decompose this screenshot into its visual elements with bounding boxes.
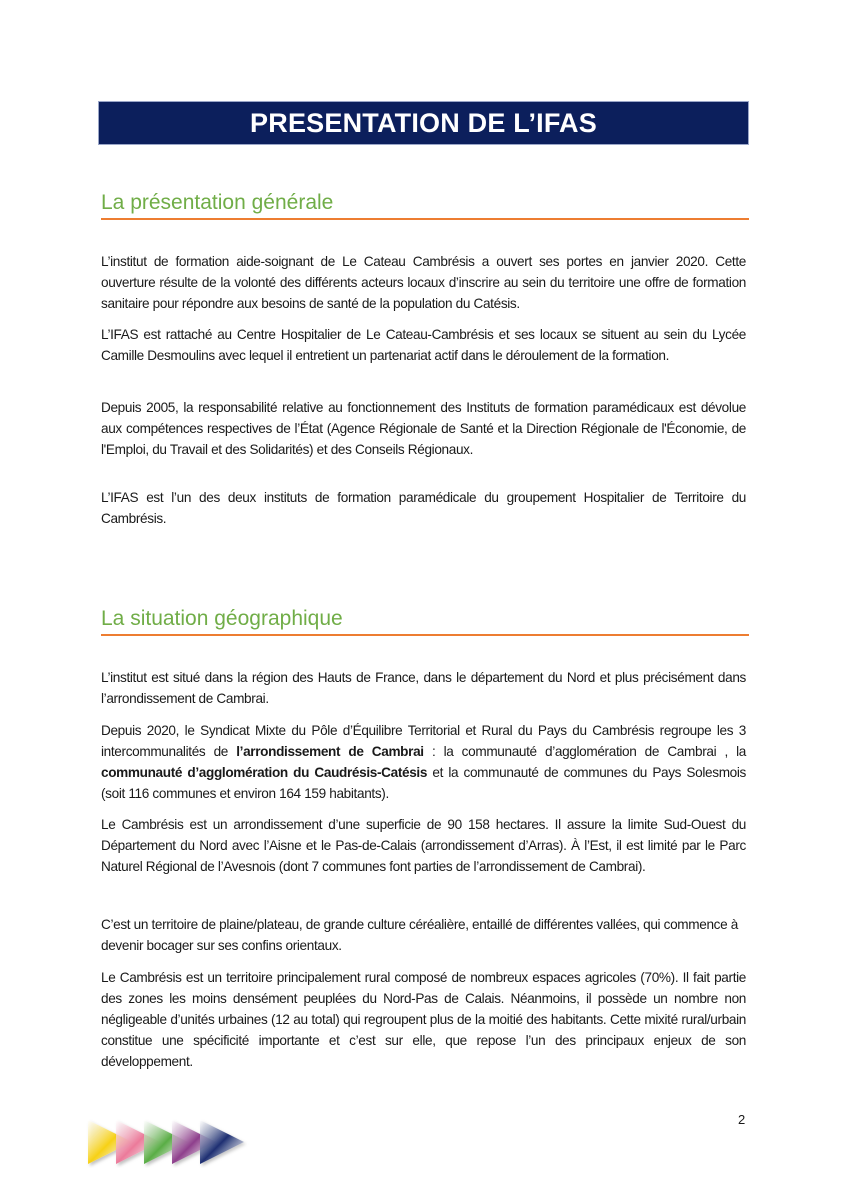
paragraph: C’est un territoire de plaine/plateau, de grande culture céréalière, entaillé de différentes vallées, qui commence à devenir bocager sur ses confins orientaux. (101, 917, 738, 953)
paragraph: L’IFAS est l’un des deux instituts de formation paramédicale du groupement Hospitalier de Territoire du Cambrésis. (101, 490, 746, 526)
bold-text-run: communauté d’agglomération du Caudrésis-Catésis (101, 765, 428, 780)
paragraph: L’IFAS est rattaché au Centre Hospitalier de Le Cateau-Cambrésis et ses locaux se situent au sein du Lycée Camille Desmoulins avec lequel il entretient un partenariat actif dans le déroulement de la formation. (101, 327, 746, 363)
text-run: Depuis 2020, le Syndicat Mixte du Pôle d’Équilibre Territorial et Rural du Pays du Cambrésis regroupe les 3 intercommunalités de (101, 723, 746, 759)
text-run: : la communauté d’agglomération de Cambrai , la (423, 744, 746, 759)
paragraph: Depuis 2005, la responsabilité relative au fonctionnement des Instituts de formation paramédicaux est dévolue aux compétences respectives de l’État (Agence Régionale de Santé et la Direction Régionale de l'Économie, de l'Emploi, du Travail et des Solidarités) et des Conseils Régionaux. (101, 400, 746, 457)
text-run: et la communauté de communes du Pays Solesmois (soit 116 communes et environ 164 159 habitants). (101, 765, 746, 801)
page-title: PRESENTATION DE L’IFAS (250, 107, 597, 138)
paragraph: L’institut est situé dans la région des Hauts de France, dans le département du Nord et plus précisément dans l’arrondissement de Cambrai. (101, 670, 746, 706)
colored-arrows-icon (85, 1118, 255, 1168)
paragraph: Le Cambrésis est un territoire principalement rural composé de nombreux espaces agricoles (70%). Il fait partie des zones les moins densément peuplées du Nord-Pas de Calais. Néanmoins, il possède un nombre non négligeable d’unités urbaines (12 au total) qui regroupent plus de la moitié des habitants. Cette mixité rural/urbain constitue une spécificité importante et c’est sur elle, que repose l’un des principaux enjeux de son développement. (101, 970, 746, 1069)
paragraph: Le Cambrésis est un arrondissement d’une superficie de 90 158 hectares. Il assure la limite Sud-Ouest du Département du Nord avec l’Aisne et le Pas-de-Calais (arrondissement d’Arras). À l’Est, il est limité par le Parc Naturel Régional de l’Avesnois (dont 7 communes font parties de l’arrondissement de Cambrai). (101, 817, 746, 874)
paragraph-rich (101, 720, 746, 804)
section-heading-geography: La situation géographique (101, 606, 749, 636)
paragraph: L’institut de formation aide-soignant de Le Cateau Cambrésis a ouvert ses portes en janvier 2020. Cette ouverture résulte de la volonté des différents acteurs locaux d’inscrire au sein du territoire une offre de formation sanitaire pour répondre aux besoins de santé de la population du Catésis. (101, 254, 746, 311)
page-number: 2 (738, 1112, 746, 1127)
title-banner (98, 101, 749, 145)
section-heading-general: La présentation générale (101, 190, 749, 220)
arrow-shape (200, 1120, 244, 1164)
bold-text-run: l’arrondissement de Cambrai (236, 744, 424, 759)
